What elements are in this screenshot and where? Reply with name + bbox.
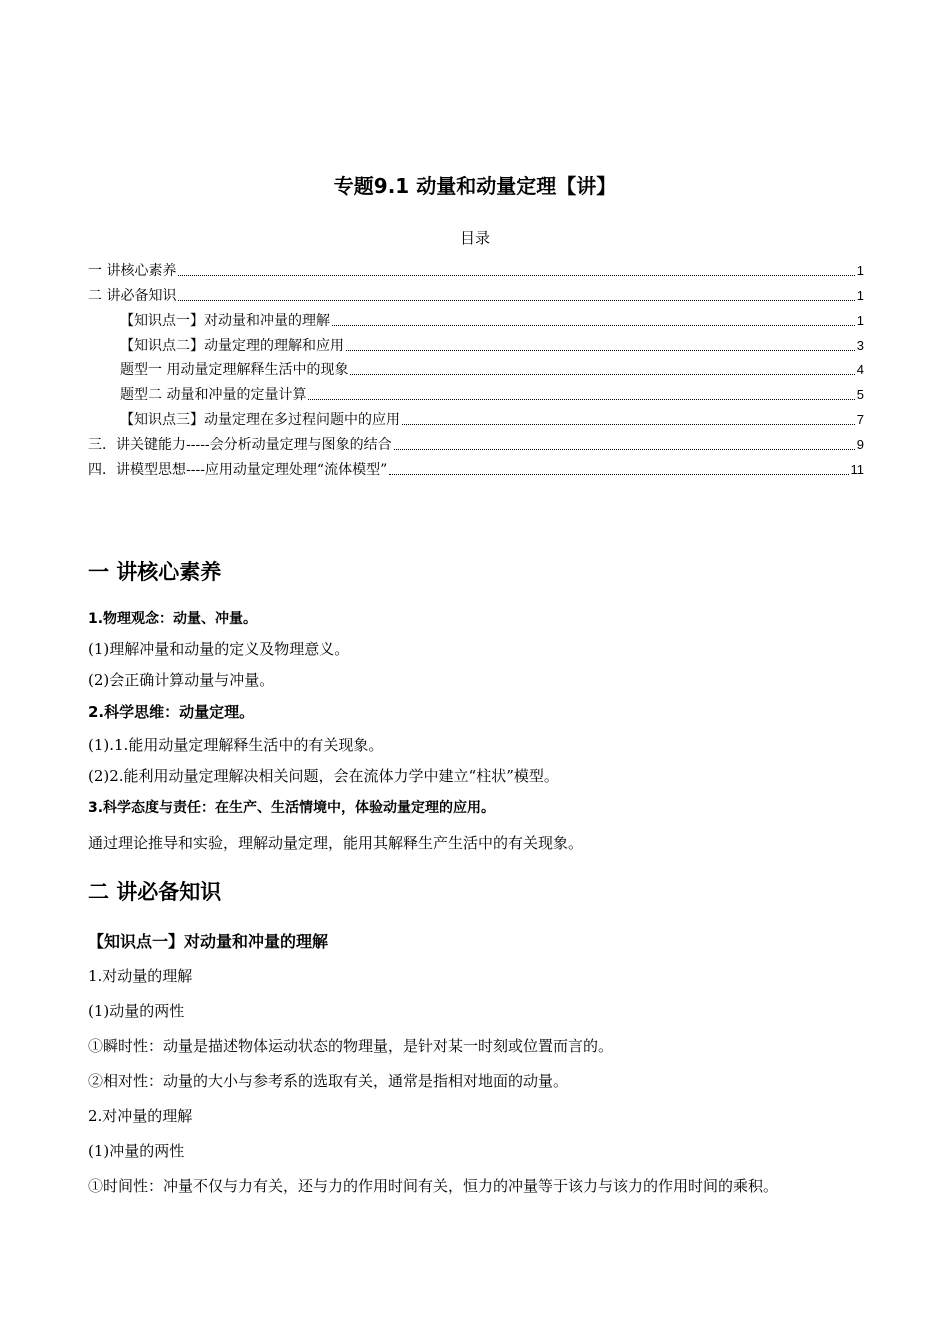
toc-entry[interactable] <box>88 283 864 305</box>
section1-paragraph: (2)会正确计算动量与冲量。 <box>88 671 275 689</box>
toc-leader-dots <box>178 275 854 276</box>
toc-entry[interactable] <box>120 308 864 330</box>
knowledge-point-heading: 【知识点一】对动量和冲量的理解 <box>88 932 329 951</box>
toc-entry-page: 5 <box>856 387 864 402</box>
toc-leader-dots <box>394 449 855 450</box>
section2-heading: 二 讲必备知识 <box>88 880 222 904</box>
section1-paragraph: (1)理解冲量和动量的定义及物理意义。 <box>88 640 350 658</box>
toc-leader-dots <box>332 325 855 326</box>
toc-entry-page: 4 <box>856 362 864 377</box>
toc-entry-page: 11 <box>850 462 864 477</box>
section1-paragraph: 通过理论推导和实验，理解动量定理，能用其解释生产生活中的有关现象。 <box>88 834 584 852</box>
section1-paragraph: 3.科学态度与责任：在生产、生活情境中，体验动量定理的应用。 <box>88 800 496 816</box>
toc-entry[interactable] <box>120 407 864 429</box>
toc-entry-text: 三．讲关键能力-----会分析动量定理与图象的结合 <box>88 437 392 453</box>
toc-entry-text: 二 讲必备知识 <box>88 288 177 304</box>
toc-entry-page: 1 <box>856 288 864 303</box>
section1-paragraph: (2)2.能利用动量定理解决相关问题，会在流体力学中建立“柱状”模型。 <box>88 767 559 785</box>
toc-heading: 目录 <box>459 229 490 247</box>
toc-leader-dots <box>346 350 855 351</box>
toc-leader-dots <box>402 424 855 425</box>
toc-entry-text: 四．讲模型思想----应用动量定理处理“流体模型” <box>88 462 388 478</box>
section2-paragraph: ②相对性：动量的大小与参考系的选取有关，通常是指相对地面的动量。 <box>88 1072 569 1090</box>
toc-entry-text: 题型一 用动量定理解释生活中的现象 <box>120 362 349 378</box>
toc-entry-text: 【知识点三】动量定理在多过程问题中的应用 <box>120 412 400 428</box>
toc-entry-text: 题型二 动量和冲量的定量计算 <box>120 387 307 403</box>
toc-entry-text: 【知识点二】动量定理的理解和应用 <box>120 338 344 354</box>
toc-entry-page: 9 <box>856 437 864 452</box>
toc-entry-page: 3 <box>856 338 864 353</box>
section2-paragraph: 2.对冲量的理解 <box>88 1107 193 1125</box>
section2-paragraph: ①时间性：冲量不仅与力有关，还与力的作用时间有关，恒力的冲量等于该力与该力的作用时间的乘积。 <box>88 1177 779 1195</box>
section1-heading: 一 讲核心素养 <box>88 560 222 584</box>
toc-entry[interactable] <box>120 382 864 404</box>
toc-entry-page: 7 <box>856 412 864 427</box>
toc-entry[interactable] <box>88 258 864 280</box>
toc-entry[interactable] <box>88 457 864 479</box>
toc-entry-page: 1 <box>856 263 864 278</box>
toc-entry[interactable] <box>120 333 864 355</box>
toc-entry[interactable] <box>120 357 864 379</box>
toc-leader-dots <box>389 474 848 475</box>
toc-entry-text: 【知识点一】对动量和冲量的理解 <box>120 313 330 329</box>
toc-entry-page: 1 <box>856 313 864 328</box>
toc-entry[interactable] <box>88 432 864 454</box>
section2-paragraph: (1)冲量的两性 <box>88 1142 185 1160</box>
toc-entry-text: 一 讲核心素养 <box>88 263 177 279</box>
section1-paragraph: (1).1.能用动量定理解释生活中的有关现象。 <box>88 736 384 754</box>
section1-paragraph: 2.科学思维：动量定理。 <box>88 703 255 721</box>
section2-paragraph: ①瞬时性：动量是描述物体运动状态的物理量，是针对某一时刻或位置而言的。 <box>88 1037 614 1055</box>
section2-paragraph: (1)动量的两性 <box>88 1002 185 1020</box>
toc-leader-dots <box>350 374 854 375</box>
document-title: 专题9.1 动量和动量定理【讲】 <box>333 174 617 198</box>
section1-paragraph: 1.物理观念：动量、冲量。 <box>88 611 258 627</box>
toc-leader-dots <box>308 399 854 400</box>
toc-leader-dots <box>178 300 854 301</box>
section2-paragraph: 1.对动量的理解 <box>88 967 193 985</box>
